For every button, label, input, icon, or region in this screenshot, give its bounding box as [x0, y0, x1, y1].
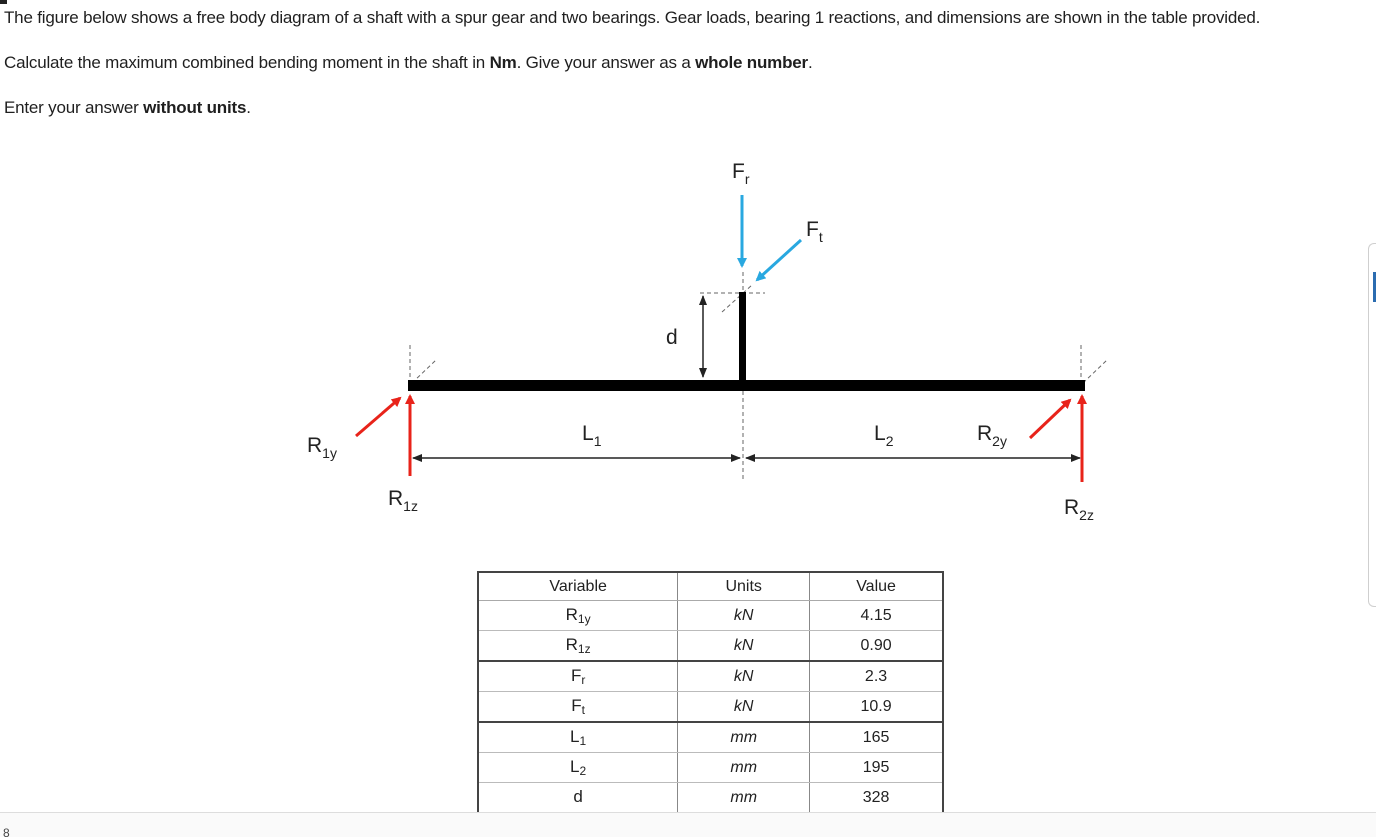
header-variable: Variable	[478, 572, 678, 601]
variable-cell: Fr	[478, 661, 678, 692]
variable-cell: L1	[478, 722, 678, 753]
variable-cell: L2	[478, 753, 678, 783]
unit-emphasis: Nm	[489, 53, 517, 72]
table-header-row	[478, 572, 943, 601]
l1-label: $L_1$	[582, 422, 602, 449]
unit-cell: kN	[678, 661, 810, 692]
table-row	[478, 783, 943, 814]
question-text-3a: Enter your answer	[4, 98, 144, 117]
gear	[739, 292, 746, 382]
r2z-label: $R_{2z}$	[1064, 496, 1094, 523]
unit-cell: kN	[678, 601, 810, 631]
table-row	[478, 631, 943, 662]
header-value: Value	[810, 572, 943, 601]
footer-mark: 8	[3, 826, 10, 840]
l2-label: $L_2$	[874, 422, 894, 449]
shaft	[408, 380, 1085, 391]
question-text-2a: Calculate the maximum combined bending moment in the shaft in	[4, 53, 490, 72]
value-cell: 4.15	[810, 601, 943, 631]
variable-cell: Ft	[478, 692, 678, 723]
question-text-1: The figure below shows a free body diagram of a shaft with a spur gear and two bearings. Gear loads, bearing 1 reactions, and dimensions are shown in the table provided.	[4, 8, 1261, 27]
table-row	[478, 661, 943, 692]
gear-top-dashed-diagonal	[722, 285, 752, 312]
unit-cell: mm	[678, 783, 810, 814]
ft-force-arrow	[757, 240, 801, 280]
side-panel-tab[interactable]	[1368, 243, 1376, 607]
variable-cell: R1y	[478, 601, 678, 631]
unit-cell: mm	[678, 753, 810, 783]
value-cell: 0.90	[810, 631, 943, 662]
whole-number-emphasis: whole number	[695, 53, 808, 72]
table-row	[478, 692, 943, 723]
question-text-2b: . Give your answer as a	[516, 53, 696, 72]
ft-label: $F_t$	[806, 218, 823, 245]
r2y-label: $R_{2y}$	[977, 422, 1007, 449]
r1y-reaction-arrow	[356, 398, 400, 436]
variable-cell: R1z	[478, 631, 678, 662]
table-row	[478, 601, 943, 631]
bearing1-dashed-diagonal	[412, 360, 436, 383]
unit-cell: kN	[678, 692, 810, 723]
value-cell: 195	[810, 753, 943, 783]
header-units: Units	[678, 572, 810, 601]
question-text-2c: .	[807, 53, 813, 72]
table-row	[478, 753, 943, 783]
value-cell: 2.3	[810, 661, 943, 692]
value-cell: 328	[810, 783, 943, 814]
without-units-emphasis: without units	[143, 98, 247, 117]
variable-cell: d	[478, 783, 678, 814]
answer-area-edge	[0, 812, 1376, 840]
variables-table	[477, 571, 944, 814]
unit-cell: mm	[678, 722, 810, 753]
table-row	[478, 722, 943, 753]
question-text-3b: .	[246, 98, 251, 117]
unit-cell: kN	[678, 631, 810, 662]
value-cell: 165	[810, 722, 943, 753]
r1y-label: $R_{1y}$	[307, 434, 337, 461]
bearing2-dashed-diagonal	[1083, 360, 1107, 383]
fr-label: $F_r$	[732, 160, 750, 187]
r2y-reaction-arrow	[1030, 400, 1070, 438]
d-label: d	[666, 326, 678, 349]
value-cell: 10.9	[810, 692, 943, 723]
r1z-label: $R_{1z}$	[388, 487, 418, 514]
